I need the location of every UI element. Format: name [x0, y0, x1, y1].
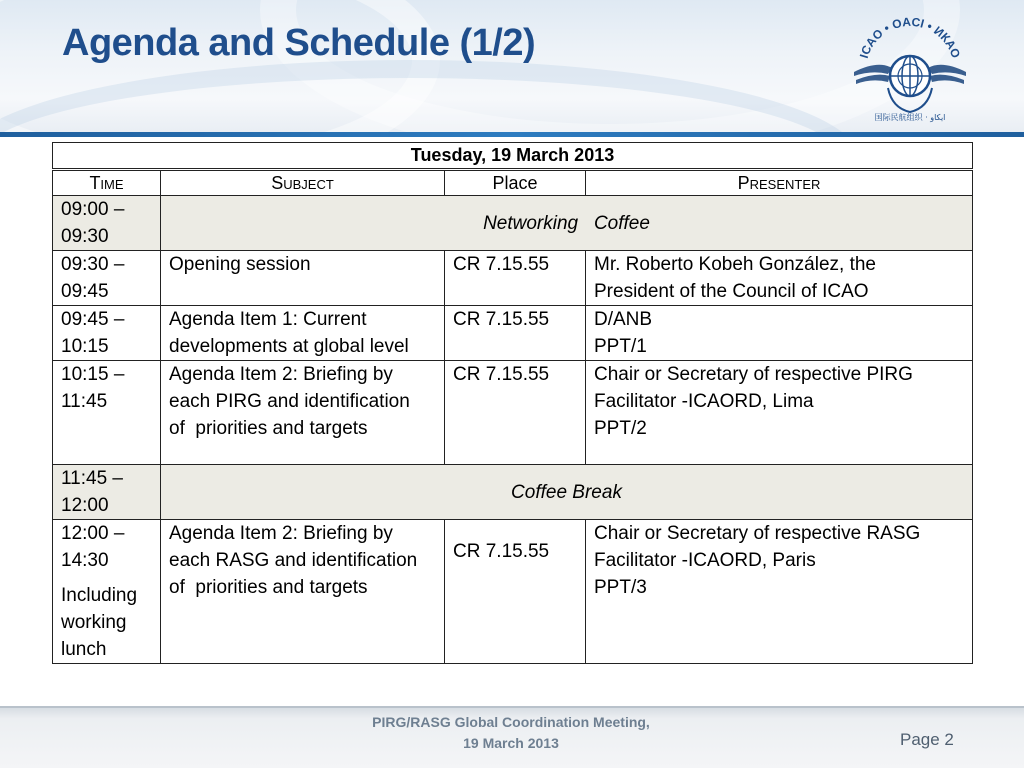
place-cell: CR 7.15.55 [445, 251, 586, 306]
footer-meeting-text: PIRG/RASG Global Coordination Meeting, 19 March 2013 [372, 714, 650, 751]
table-row [53, 465, 973, 520]
place-cell: CR 7.15.55 [445, 361, 586, 465]
subject-cell: Agenda Item 2: Briefing by each PIRG and identification of priorities and targets [161, 361, 445, 465]
subject-cell: Opening session [161, 251, 445, 306]
column-header-place: Place [445, 170, 586, 196]
table-row [53, 306, 973, 361]
table-row [53, 251, 973, 306]
time-cell: 09:00 – 09:30 [53, 196, 161, 251]
subject-cell: Agenda Item 1: Current developments at global level [161, 306, 445, 361]
time-cell: 09:45 – 10:15 [53, 306, 161, 361]
break-banner: Coffee Break [161, 465, 973, 520]
column-header-presenter: Presenter [586, 170, 973, 196]
wing-left-icon [856, 75, 890, 84]
time-cell: 12:00 – 14:30 Including working lunch [53, 520, 161, 664]
column-header-subject: Subject [161, 170, 445, 196]
icao-logo [848, 12, 972, 124]
header-rule [0, 132, 1024, 137]
table-row [53, 196, 973, 251]
time-cell: 09:30 – 09:45 [53, 251, 161, 306]
wing-right-icon [928, 65, 966, 76]
wing-left-icon [854, 65, 892, 76]
presenter-cell: Chair or Secretary of respective PIRG Facilitator -ICAORD, Lima PPT/2 [586, 361, 973, 465]
break-banner: Networking Coffee [161, 196, 973, 251]
page-number: Page 2 [900, 730, 954, 749]
table-date: Tuesday, 19 March 2013 [53, 143, 973, 170]
time-cell: 11:45 – 12:00 [53, 465, 161, 520]
date-row [53, 143, 973, 170]
wing-right-icon [930, 75, 964, 84]
subject-cell: Agenda Item 2: Briefing by each RASG and identification of priorities and targets [161, 520, 445, 664]
logo-text: ICAO • OACI • ИКАО [856, 14, 964, 60]
header-row [53, 170, 973, 196]
table-row [53, 520, 973, 664]
table-row [53, 361, 973, 465]
presenter-cell: Mr. Roberto Kobeh González, the President of the Council of ICAO [586, 251, 973, 306]
place-cell: CR 7.15.55 [445, 520, 586, 664]
svg-text:国际民航组织 · ايكاو: 国际民航组织 · ايكاو [874, 113, 946, 122]
presenter-cell: Chair or Secretary of respective RASG Facilitator -ICAORD, Paris PPT/3 [586, 520, 973, 664]
time-cell: 10:15 – 11:45 [53, 361, 161, 465]
presenter-cell: D/ANB PPT/1 [586, 306, 973, 361]
slide-title: Agenda and Schedule (1/2) [62, 22, 536, 64]
agenda-table [52, 142, 973, 664]
place-cell: CR 7.15.55 [445, 306, 586, 361]
column-header-time: Time [53, 170, 161, 196]
